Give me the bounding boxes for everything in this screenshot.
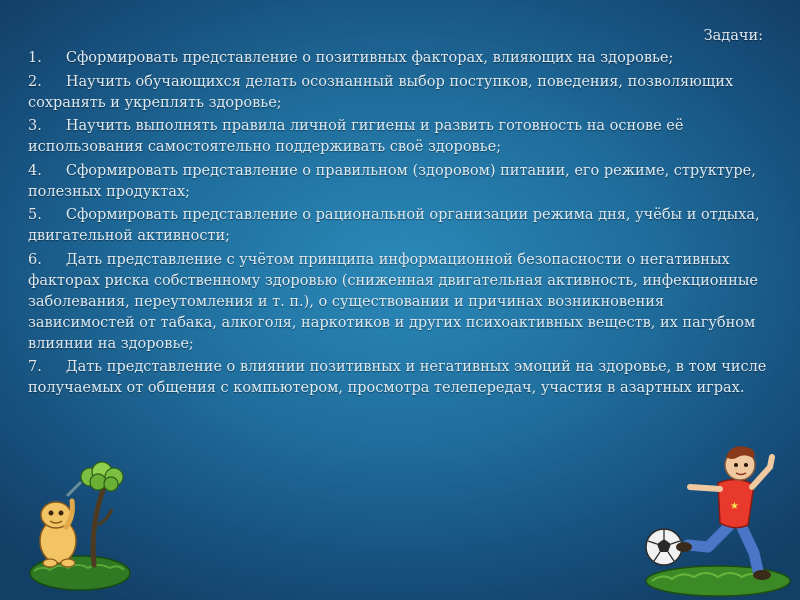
- task-number: 7.: [28, 359, 42, 375]
- cartoon-character: [40, 501, 76, 567]
- task-item: [28, 357, 773, 399]
- task-text: Сформировать представление о позитивных факторах, влияющих на здоровье;: [65, 50, 674, 66]
- task-text: Научить выполнять правила личной гигиены и развить готовность на основе её использования самостоятельно поддерживать своё здоровье;: [28, 118, 684, 155]
- slide-content: [28, 26, 773, 402]
- task-item: [28, 116, 773, 158]
- task-number: 1.: [28, 50, 42, 66]
- task-text: Сформировать представление о правильном (здоровом) питании, его режиме, структуре, полезных продуктах;: [28, 162, 756, 200]
- task-text: Дать представление с учётом принципа информационной безопасности о негативных факторах риска собственному здоровью (сниженная двигательная активность, инфекционные заболевания, переутомления и т. п.), о существовании и причинах возникновения зависимостей от табака, алкоголя, наркотиков и других психоактивных веществ, их пагубном влиянии на здоровье;: [28, 251, 758, 352]
- task-number: 2.: [28, 73, 42, 90]
- watering-can-spout: [68, 483, 80, 495]
- task-number: 4.: [28, 162, 42, 179]
- shirt-star-icon: ★: [730, 501, 739, 512]
- task-text: Сформировать представление о рациональной организации режима дня, учёбы и отдыха, двигательной активности;: [28, 207, 760, 244]
- task-item: [28, 161, 773, 203]
- task-number: 5.: [28, 207, 42, 223]
- task-item: [28, 72, 773, 114]
- task-text: Научить обучающихся делать осознанный выбор поступков, поведения, позволяющих сохранять и укреплять здоровье;: [28, 73, 734, 111]
- slide-heading: Задачи:: [703, 28, 763, 44]
- task-item: [28, 48, 773, 69]
- task-item: [28, 250, 773, 355]
- soccer-boy-illustration: [636, 435, 792, 597]
- soccer-boy-character: [676, 446, 772, 580]
- task-number: 3.: [28, 118, 42, 134]
- plant-stem: [93, 487, 104, 565]
- plant-leaves: [81, 462, 123, 491]
- task-number: 6.: [28, 251, 42, 268]
- task-item: [28, 205, 773, 247]
- grass-patch: [646, 566, 790, 596]
- task-text: Дать представление о влиянии позитивных и негативных эмоций на здоровье, в том числе получаемых от общения с компьютером, просмотра телепередач, участия в азартных играх.: [28, 359, 767, 396]
- watering-cartoon-illustration: [28, 455, 140, 595]
